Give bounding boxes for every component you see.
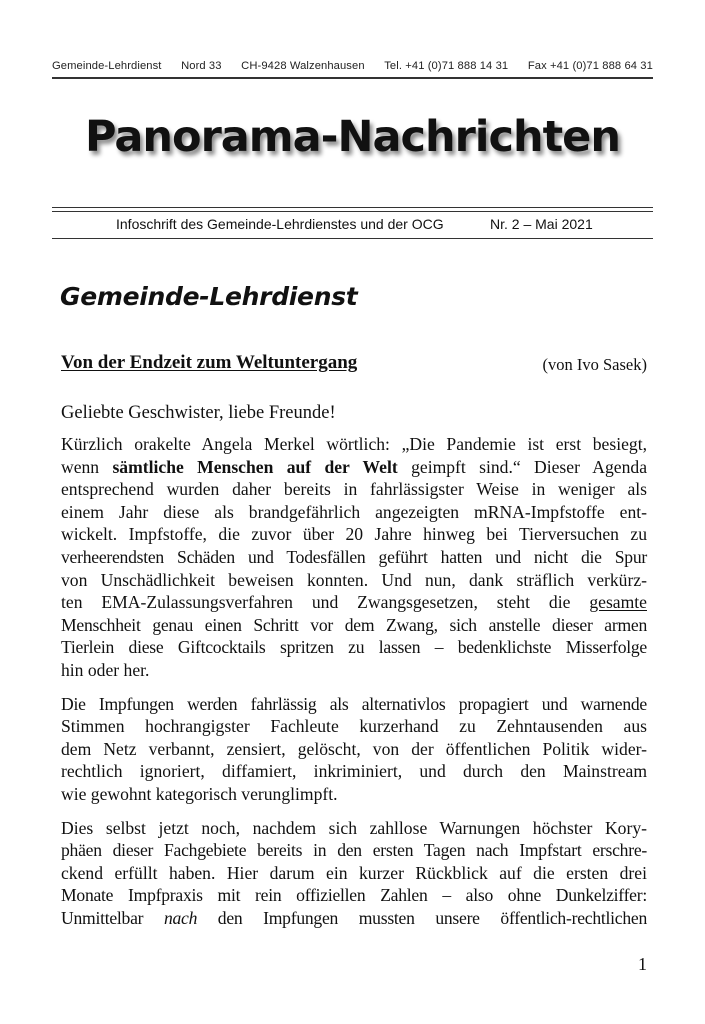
text-line: Kürzlich orakelte Angela Merkel wörtlich: „Die Pandemie ist erst besiegt,	[61, 434, 647, 454]
page-number: 1	[638, 954, 647, 974]
header-street: Nord 33	[181, 60, 222, 72]
masthead-subtitle: Infoschrift des Gemeinde-Lehrdienstes und der OCG	[116, 216, 444, 232]
emphasis-underline: gesamte	[589, 592, 647, 613]
text-line: Tierlein diese Giftcocktails spritzen zu lassen – bedenklichste Misserfolge	[61, 637, 647, 658]
text-line: verheerendsten Schäden und Todesfällen geführt hatten und nicht die Spur	[61, 546, 647, 567]
emphasis-bold: sämtliche Menschen auf der Welt	[112, 456, 398, 477]
issue-number: Nr. 2 – Mai 2021	[490, 216, 593, 232]
article-body	[61, 433, 647, 940]
masthead-rule-thick	[52, 207, 653, 208]
masthead-rule-thin	[52, 211, 653, 212]
text-line: Stimmen hochrangigster Fachleute kurzerhand zu Zehntausenden aus	[61, 716, 647, 737]
section-title: Gemeinde-Lehrdienst	[60, 282, 358, 311]
greeting: Geliebte Geschwister, liebe Freunde!	[61, 403, 336, 423]
paragraph-1	[61, 433, 647, 682]
header-tel: Tel. +41 (0)71 888 14 31	[384, 60, 509, 72]
header-org: Gemeinde-Lehrdienst	[52, 60, 162, 72]
text-line: von Unschädlichkeit beweisen konnten. Und nun, dank sträflich verkürz-	[61, 569, 647, 590]
contact-header	[52, 60, 653, 72]
paragraph-2	[61, 693, 647, 806]
text-line: dem Netz verbannt, zensiert, gelöscht, von der öffentlichen Politik wider-	[61, 738, 647, 759]
text-line: ten EMA-Zulassungsverfahren und Zwangsgesetzen, steht die gesamte	[61, 592, 647, 613]
text-line: einem Jahr diese als brandgefährlich angezeigten mRNA-Impfstoffe ent-	[61, 501, 647, 522]
emphasis-italic: nach	[163, 907, 198, 928]
text-line: wickelt. Impfstoffe, die zuvor über 20 Jahre hinweg bei Tierversuchen zu	[61, 524, 647, 545]
text-line: entsprechend wurden daher bereits in fahrlässigster Weise in weniger als	[61, 479, 647, 500]
article-author: (von Ivo Sasek)	[542, 355, 647, 374]
article-title: Von der Endzeit zum Weltuntergang	[61, 352, 358, 373]
text-line: hin oder her.	[61, 659, 150, 680]
text-line: wenn sämtliche Menschen auf der Welt geimpft sind.“ Dieser Agenda	[61, 456, 647, 477]
text-line: Dies selbst jetzt noch, nachdem sich zahllose Warnungen höchster Kory-	[61, 817, 647, 838]
masthead-title: Panorama-Nachrichten	[85, 112, 620, 162]
text-line: Monate Impfpraxis mit rein offiziellen Zahlen – also ohne Dunkelziffer:	[61, 885, 647, 906]
paragraph-3	[61, 817, 647, 930]
subline-rule	[52, 238, 653, 239]
header-city: CH-9428 Walzenhausen	[241, 60, 365, 72]
text-line: wie gewohnt kategorisch verunglimpft.	[61, 783, 338, 804]
text-line: Menschheit genau einen Schritt vor dem Zwang, sich anstelle dieser armen	[61, 614, 647, 635]
text-line: Unmittelbar nach den Impfungen mussten unsere öffentlich-rechtlichen	[61, 907, 647, 928]
text-line: Die Impfungen werden fahrlässig als alternativlos propagiert und warnende	[61, 693, 647, 714]
text-line: ckend erfüllt haben. Hier darum ein kurzer Rückblick auf die ersten drei	[61, 862, 647, 883]
text-line: phäen dieser Fachgebiete bereits in den ersten Tagen nach Impfstart erschre-	[61, 840, 647, 861]
text-line: rechtlich ignoriert, diffamiert, inkriminiert, und durch den Mainstream	[61, 761, 647, 782]
header-rule	[52, 77, 653, 79]
header-fax: Fax +41 (0)71 888 64 31	[527, 60, 653, 72]
